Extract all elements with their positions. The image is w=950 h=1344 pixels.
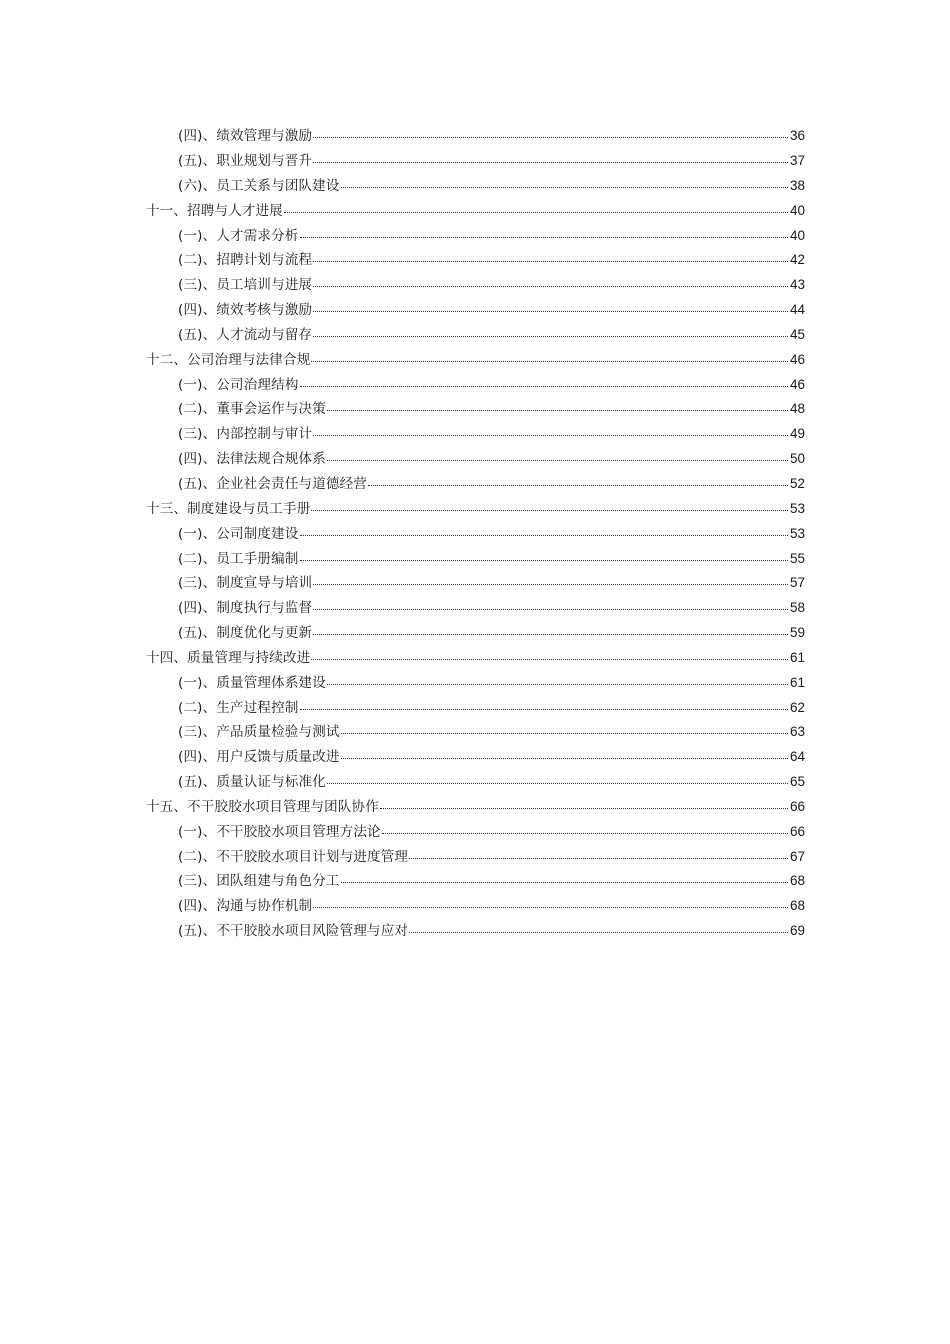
toc-chapter-row[interactable] xyxy=(0,646,950,671)
toc-dot-leader xyxy=(341,186,788,188)
toc-entry xyxy=(178,527,805,542)
toc-entry-title: (四)、法律法规合规体系 xyxy=(178,451,326,468)
toc-section-row[interactable] xyxy=(0,894,950,919)
toc-dot-leader xyxy=(327,782,788,784)
toc-section-row[interactable] xyxy=(0,720,950,745)
toc-page-number: 42 xyxy=(789,252,805,268)
toc-entry-title: (三)、产品质量检验与测试 xyxy=(178,724,340,741)
toc-entry xyxy=(178,576,805,591)
toc-entry xyxy=(178,179,805,194)
toc-section-row[interactable] xyxy=(0,820,950,845)
toc-page-number: 64 xyxy=(789,749,805,765)
toc-dot-leader xyxy=(313,136,788,138)
toc-page-number: 46 xyxy=(789,351,805,367)
toc-entry xyxy=(146,353,805,368)
toc-entry xyxy=(178,477,805,492)
toc-entry-title: (三)、内部控制与审计 xyxy=(178,426,313,443)
toc-entry xyxy=(178,924,805,939)
toc-section-row[interactable] xyxy=(0,770,950,795)
toc-dot-leader xyxy=(313,608,788,610)
toc-entry-title: (二)、不干胶胶水项目计划与进度管理 xyxy=(178,848,409,865)
toc-entry-title: (四)、用户反馈与质量改进 xyxy=(178,749,340,766)
toc-page-number: 53 xyxy=(789,525,805,541)
toc-section-row[interactable] xyxy=(0,671,950,696)
toc-entry xyxy=(178,402,805,417)
toc-entry xyxy=(178,874,805,889)
toc-entry xyxy=(178,676,805,691)
toc-page-number: 38 xyxy=(789,177,805,193)
toc-section-row[interactable] xyxy=(0,919,950,944)
toc-page-number: 66 xyxy=(789,823,805,839)
toc-section-row[interactable] xyxy=(0,223,950,248)
toc-page-number: 69 xyxy=(789,923,805,939)
toc-dot-leader xyxy=(313,335,788,337)
toc-dot-leader xyxy=(327,683,788,685)
toc-entry-title: (一)、人才需求分析 xyxy=(178,227,299,244)
toc-entry xyxy=(178,303,805,318)
toc-dot-leader xyxy=(284,211,788,213)
toc-entry-title: (四)、沟通与协作机制 xyxy=(178,898,313,915)
toc-section-row[interactable] xyxy=(0,844,950,869)
toc-entry-title: 十三、制度建设与员工手册 xyxy=(146,500,311,517)
toc-dot-leader xyxy=(368,484,788,486)
toc-entry-title: (一)、不干胶胶水项目管理方法论 xyxy=(178,823,381,840)
toc-page-number: 53 xyxy=(789,500,805,516)
toc-entry-title: 十一、招聘与人才进展 xyxy=(146,202,283,219)
toc-entry-title: (二)、董事会运作与决策 xyxy=(178,401,326,418)
toc-page-number: 68 xyxy=(789,898,805,914)
toc-page-number: 65 xyxy=(789,774,805,790)
toc-section-row[interactable] xyxy=(0,149,950,174)
toc-entry xyxy=(178,253,805,268)
toc-entry-title: (五)、职业规划与晋升 xyxy=(178,153,313,170)
toc-entry-title: (一)、公司治理结构 xyxy=(178,376,299,393)
toc-entry xyxy=(178,601,805,616)
toc-dot-leader xyxy=(313,633,788,635)
toc-entry xyxy=(178,154,805,169)
toc-dot-leader xyxy=(300,534,788,536)
toc-entry xyxy=(178,725,805,740)
toc-page-number: 37 xyxy=(789,153,805,169)
toc-chapter-row[interactable] xyxy=(0,497,950,522)
toc-section-row[interactable] xyxy=(0,546,950,571)
table-of-contents xyxy=(0,124,950,944)
toc-page-number: 52 xyxy=(789,475,805,491)
toc-dot-leader xyxy=(327,459,788,461)
toc-section-row[interactable] xyxy=(0,472,950,497)
toc-section-row[interactable] xyxy=(0,298,950,323)
toc-dot-leader xyxy=(341,757,788,759)
toc-chapter-row[interactable] xyxy=(0,199,950,224)
toc-entry xyxy=(146,502,805,517)
toc-entry-title: (四)、绩效考核与激励 xyxy=(178,302,313,319)
toc-page-number: 61 xyxy=(789,649,805,665)
toc-dot-leader xyxy=(300,385,788,387)
toc-section-row[interactable] xyxy=(0,745,950,770)
toc-dot-leader xyxy=(311,360,788,362)
toc-entry xyxy=(146,651,805,666)
toc-section-row[interactable] xyxy=(0,372,950,397)
toc-entry xyxy=(178,552,805,567)
toc-entry-title: 十五、不干胶胶水项目管理与团队协作 xyxy=(146,798,379,815)
toc-page-number: 62 xyxy=(789,699,805,715)
toc-entry xyxy=(178,278,805,293)
toc-section-row[interactable] xyxy=(0,447,950,472)
toc-entry xyxy=(178,452,805,467)
toc-section-row[interactable] xyxy=(0,273,950,298)
toc-entry xyxy=(178,626,805,641)
toc-page-number: 45 xyxy=(789,326,805,342)
toc-section-row[interactable] xyxy=(0,124,950,149)
toc-page-number: 59 xyxy=(789,625,805,641)
toc-page-number: 46 xyxy=(789,376,805,392)
toc-entry-title: (五)、人才流动与留存 xyxy=(178,326,313,343)
toc-section-row[interactable] xyxy=(0,522,950,547)
toc-dot-leader xyxy=(341,881,788,883)
toc-entry-title: (五)、制度优化与更新 xyxy=(178,625,313,642)
toc-entry xyxy=(178,129,805,144)
toc-entry xyxy=(146,800,805,815)
toc-dot-leader xyxy=(313,161,788,163)
toc-section-row[interactable] xyxy=(0,695,950,720)
toc-section-row[interactable] xyxy=(0,571,950,596)
toc-page-number: 44 xyxy=(789,302,805,318)
toc-entry xyxy=(178,850,805,865)
toc-page-number: 55 xyxy=(789,550,805,566)
toc-page-number: 58 xyxy=(789,600,805,616)
toc-entry-title: (二)、员工手册编制 xyxy=(178,550,299,567)
toc-entry-title: (三)、员工培训与进展 xyxy=(178,277,313,294)
toc-entry-title: (五)、质量认证与标准化 xyxy=(178,774,326,791)
toc-page-number: 67 xyxy=(789,848,805,864)
toc-page-number: 50 xyxy=(789,451,805,467)
toc-entry-title: (三)、制度宣导与培训 xyxy=(178,575,313,592)
toc-entry xyxy=(178,427,805,442)
toc-dot-leader xyxy=(313,434,788,436)
toc-entry-title: (三)、团队组建与角色分工 xyxy=(178,873,340,890)
toc-dot-leader xyxy=(313,583,788,585)
toc-entry xyxy=(178,229,805,244)
toc-page-number: 49 xyxy=(789,426,805,442)
toc-section-row[interactable] xyxy=(0,248,950,273)
toc-section-row[interactable] xyxy=(0,596,950,621)
toc-dot-leader xyxy=(409,931,788,933)
toc-page-number: 66 xyxy=(789,798,805,814)
toc-entry-title: 十二、公司治理与法律合规 xyxy=(146,351,311,368)
toc-entry-title: (四)、制度执行与监督 xyxy=(178,600,313,617)
toc-page-number: 36 xyxy=(789,128,805,144)
toc-entry xyxy=(178,328,805,343)
toc-page-number: 68 xyxy=(789,873,805,889)
toc-dot-leader xyxy=(409,857,788,859)
toc-dot-leader xyxy=(382,832,788,834)
toc-entry-title: (六)、员工关系与团队建设 xyxy=(178,177,340,194)
toc-entry xyxy=(178,701,805,716)
toc-section-row[interactable] xyxy=(0,397,950,422)
toc-dot-leader xyxy=(313,260,788,262)
toc-page-number: 48 xyxy=(789,401,805,417)
toc-dot-leader xyxy=(327,409,788,411)
toc-entry xyxy=(178,775,805,790)
toc-page-number: 40 xyxy=(789,227,805,243)
toc-section-row[interactable] xyxy=(0,422,950,447)
toc-dot-leader xyxy=(300,708,788,710)
toc-section-row[interactable] xyxy=(0,621,950,646)
toc-dot-leader xyxy=(313,310,788,312)
toc-dot-leader xyxy=(300,236,788,238)
toc-dot-leader xyxy=(311,509,788,511)
toc-section-row[interactable] xyxy=(0,869,950,894)
toc-entry-title: (一)、质量管理体系建设 xyxy=(178,674,326,691)
toc-entry xyxy=(178,899,805,914)
toc-dot-leader xyxy=(313,906,788,908)
toc-entry xyxy=(146,204,805,219)
toc-entry-title: 十四、质量管理与持续改进 xyxy=(146,649,311,666)
toc-page-number: 63 xyxy=(789,724,805,740)
toc-section-row[interactable] xyxy=(0,174,950,199)
toc-entry-title: (四)、绩效管理与激励 xyxy=(178,128,313,145)
toc-page-number: 40 xyxy=(789,202,805,218)
toc-page-number: 43 xyxy=(789,277,805,293)
toc-dot-leader xyxy=(311,658,788,660)
toc-dot-leader xyxy=(300,559,788,561)
toc-entry xyxy=(178,378,805,393)
toc-entry-title: (二)、生产过程控制 xyxy=(178,699,299,716)
toc-entry-title: (二)、招聘计划与流程 xyxy=(178,252,313,269)
toc-dot-leader xyxy=(313,285,788,287)
toc-dot-leader xyxy=(341,732,788,734)
toc-page-number: 61 xyxy=(789,674,805,690)
toc-entry xyxy=(178,750,805,765)
toc-entry-title: (一)、公司制度建设 xyxy=(178,525,299,542)
toc-entry-title: (五)、不干胶胶水项目风险管理与应对 xyxy=(178,923,409,940)
toc-chapter-row[interactable] xyxy=(0,795,950,820)
toc-entry xyxy=(178,825,805,840)
toc-entry-title: (五)、企业社会责任与道德经营 xyxy=(178,475,368,492)
toc-chapter-row[interactable] xyxy=(0,348,950,373)
toc-section-row[interactable] xyxy=(0,323,950,348)
toc-dot-leader xyxy=(380,807,788,809)
toc-page-number: 57 xyxy=(789,575,805,591)
